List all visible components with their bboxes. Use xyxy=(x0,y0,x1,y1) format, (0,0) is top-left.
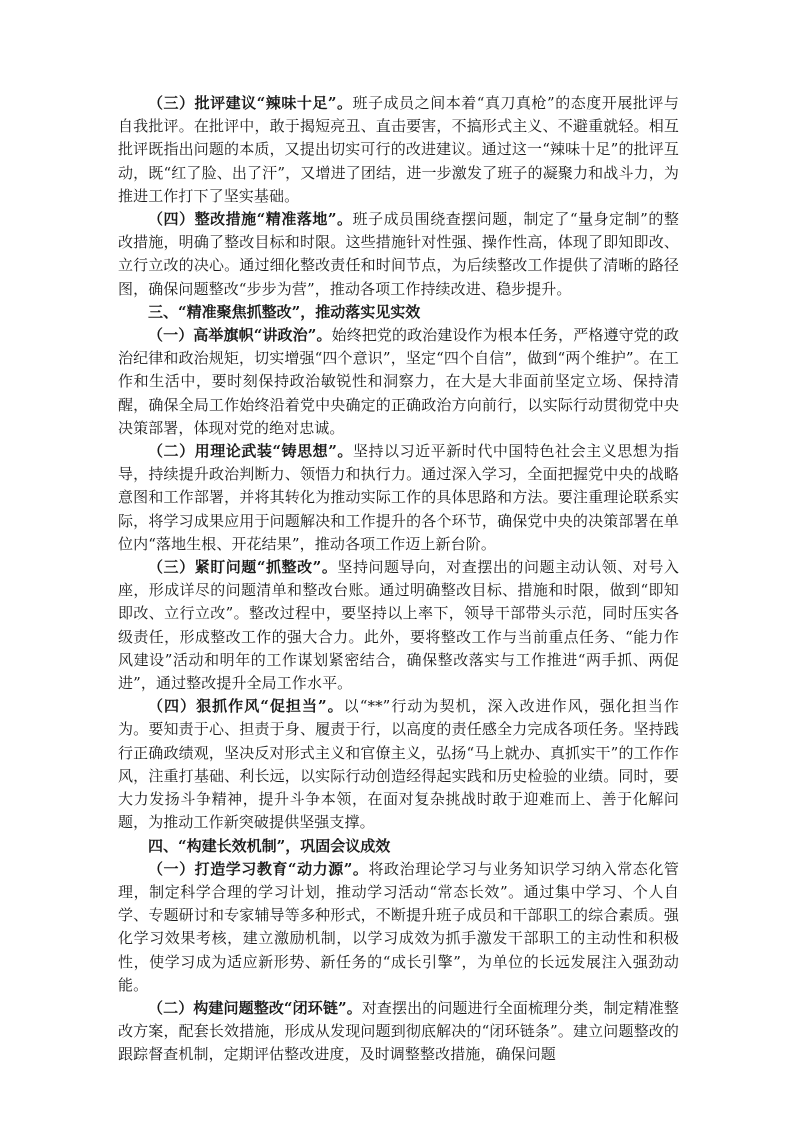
paragraph-body: 坚持以习近平新时代中国特色社会主义思想为指导，持续提升政治判断力、领悟力和执行力。通过深入学习，全面把握党中央的战略意图和工作部署，并将其转化为推动实际工作的具体思路和方法。要注重理论联系实际，将学习成果应用于问题解决和工作提升的各个环节，确保党中央的决策部署在单位内“落地生根、开花结果”，推动各项工作迈上新台阶。 xyxy=(118,442,679,553)
paragraph-body: 班子成员之间本着“真刀真枪”的态度开展批评与自我批评。在批评中，敢于揭短亮丑、直击要害，不搞形式主义、不避重就轻。相互批评既指出问题的本质，又提出切实可行的改进建议。通过这一“辣味十足”的批评互动，既“红了脸、出了汗”，又增进了团结，进一步激发了班子的凝聚力和战斗力，为推进工作打下了坚实基础。 xyxy=(118,94,679,205)
document-page xyxy=(118,92,679,1067)
paragraph-problems xyxy=(118,556,679,695)
paragraph-closed-loop xyxy=(118,997,679,1067)
paragraph-work-style xyxy=(118,695,679,834)
paragraph-body: 班子成员围绕查摆问题，制定了“量身定制”的整改措施，明确了整改目标和时限。这些措施针对性强、操作性高，体现了即知即改、立行立改的决心。通过细化整改责任和时间节点，为后续整改工作提供了清晰的路径图，确保问题整改“步步为营”，推动各项工作持续改进、稳步提升。 xyxy=(118,210,679,298)
paragraph-body: 将政治理论学习与业务知识学习纳入常态化管理，制定科学合理的学习计划，推动学习活动“常态长效”。通过集中学习、个人自学、专题研讨和专家辅导等多种形式，不断提升班子成员和干部职工的综合素质。强化学习效果考核，建立激励机制，以学习成效为抓手激发干部职工的主动性和积极性，使学习成为适应新形势、新任务的“成长引擎”，为单位的长远发展注入强劲动能。 xyxy=(118,859,679,994)
paragraph-learning xyxy=(118,858,679,997)
paragraph-body: 以“**”行动为契机，深入改进作风，强化担当作为。要知责于心、担责于身、履责于行，以高度的责任感全力完成各项任务。坚持践行正确政绩观，坚决反对形式主义和官僚主义，弘扬“马上就办、真抓实干”的工作作风，注重打基础、利长远，以实际行动创造经得起实践和历史检验的业绩。同时，要大力发扬斗争精神，提升斗争本领，在面对复杂挑战时敢于迎难而上、善于化解问题，为推动工作新突破提供坚强支撑。 xyxy=(118,697,680,832)
paragraph-body: 坚持问题导向，对查摆出的问题主动认领、对号入座，形成详尽的问题清单和整改台账。通过明确整改目标、措施和时限，做到“即知即改、立行立改”。整改过程中，要坚持以上率下，领导干部带头示范，同时压实各级责任，形成整改工作的强大合力。此外，要将整改工作与当前重点任务、“能力作风建设”活动和明年的工作谋划紧密结合，确保整改落实与工作推进“两手抓、两促进”，通过整改提升全局工作水平。 xyxy=(118,558,680,693)
paragraph-rectification-measures xyxy=(118,208,679,301)
paragraph-politics xyxy=(118,324,679,440)
section-heading-3 xyxy=(118,301,679,324)
paragraph-theory xyxy=(118,440,679,556)
paragraph-heading: （二）构建问题整改“闭环链”。 xyxy=(148,998,362,1017)
paragraph-heading: （三）紧盯问题“抓整改”。 xyxy=(148,558,338,577)
section-heading-text: 三、“精准聚焦抓整改”，推动落实见实效 xyxy=(148,302,421,321)
section-heading-4 xyxy=(118,835,679,858)
section-heading-text: 四、“构建长效机制”，巩固会议成效 xyxy=(148,836,391,855)
paragraph-heading: （四）狠抓作风“促担当”。 xyxy=(148,697,344,716)
paragraph-body: 对查摆出的问题进行全面梳理分类，制定精准整改方案，配套长效措施，形成从发现问题到彻底解决的“闭环链条”。建立问题整改的跟踪督查机制，定期评估整改进度，及时调整整改措施，确保问题 xyxy=(118,998,679,1064)
paragraph-heading: （一）高举旗帜“讲政治”。 xyxy=(148,326,332,345)
paragraph-body: 始终把党的政治建设作为根本任务，严格遵守党的政治纪律和政治规矩，切实增强“四个意识”，坚定“四个自信”，做到“两个维护”。在工作和生活中，要时刻保持政治敏锐性和洞察力，在大是大非面前坚定立场、保持清醒，确保全局工作始终沿着党中央确定的正确政治方向前行，以实际行动贯彻党中央决策部署，体现对党的绝对忠诚。 xyxy=(118,326,679,437)
paragraph-heading: （四）整改措施“精准落地”。 xyxy=(148,210,353,229)
paragraph-heading: （二）用理论武装“铸思想”。 xyxy=(148,442,353,461)
paragraph-criticism xyxy=(118,92,679,208)
paragraph-heading: （三）批评建议“辣味十足”。 xyxy=(148,94,353,112)
paragraph-heading: （一）打造学习教育“动力源”。 xyxy=(148,859,369,878)
